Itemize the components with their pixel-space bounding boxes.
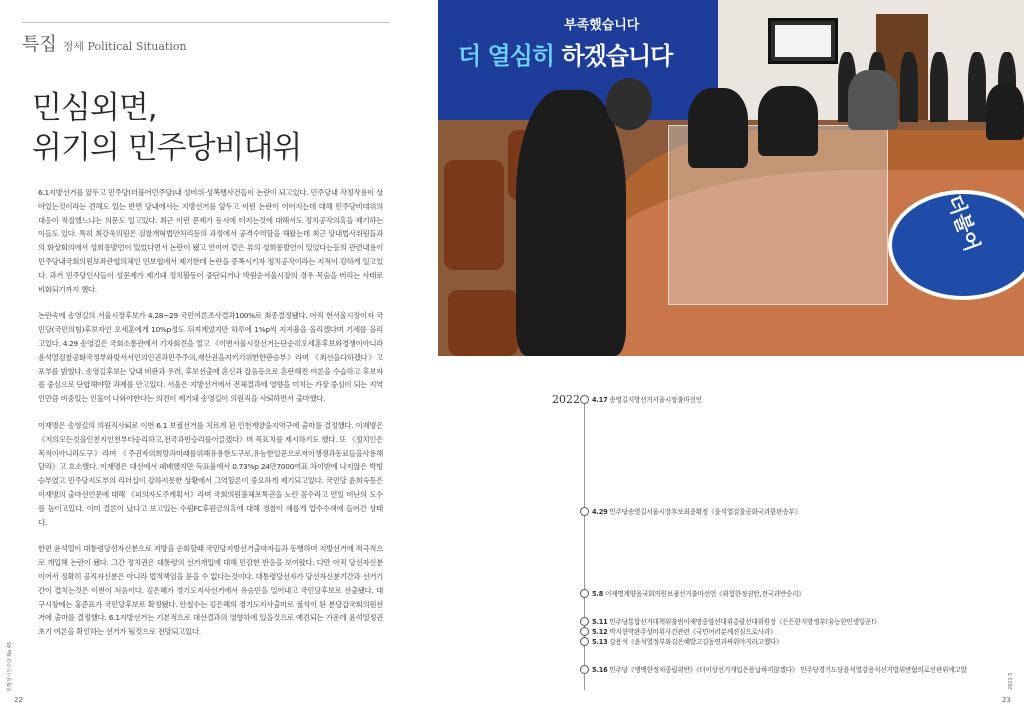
timeline-dot <box>580 637 589 646</box>
person-head <box>606 78 652 130</box>
standing-person <box>848 70 898 130</box>
timeline-event-text <box>592 664 967 674</box>
chair <box>448 290 518 356</box>
event-date: 4.17 <box>592 396 608 404</box>
timeline-event <box>580 506 801 516</box>
news-photo <box>438 0 1024 356</box>
event-desc: 민주당《맹백한정치중립위반》《더이상선거개입은용납하지않겠다》 민주당경기도당윤석열강용석선거법위반혐의로선관위에고발 <box>609 666 967 674</box>
headline-line-2: 위기의 민주당비대위 <box>32 130 302 166</box>
standing-person <box>930 52 948 122</box>
section-header <box>22 30 187 56</box>
event-date: 5.8 <box>592 590 604 598</box>
event-desc: 강용석《윤석열정부와김은혜발고김동연과싸워야지라고했다》 <box>609 638 783 646</box>
party-logo-text: 더불어 <box>942 191 985 255</box>
seated-person <box>986 84 1024 140</box>
left-page-number: 22 <box>14 696 23 704</box>
timeline-event <box>580 588 805 598</box>
standing-person <box>900 52 918 122</box>
event-desc: 송영길지방선거서울시장출마선언 <box>609 396 702 404</box>
timeline-year: 2022 <box>552 393 580 406</box>
timeline-dot <box>580 665 589 674</box>
section-rule <box>22 22 390 23</box>
timeline-event <box>580 636 783 646</box>
paragraph: 한편 윤석열이 대통령당선자신분으로 지방을 순회할때 국민당지방선거출마자들과 동행하며 지방선거에 적극적으로 개입해 논란이 됐다. 그간 정치권은 대통령의 선거개입에 대해 민감한 반응을 보여왔다. 다만 아직 당선자신분이어서 정확히 공직자신분은 아니라 법적책임을 묻을 수 없다는것이다. 대통령당선자가 당선자신분기간과 선거기간이 겹치는것은 이번이 처음이다. 김은혜가 경기도지사선거에서 유승민을 밀어내고 국민당후보로 선출됐다. 대구시장에는 홍준표가 국민당후보로 확정됐다. 안철수는 김은혜의 경기도지사출마로 궐석이 된 분당갑국회의원선거에 출마를 결정했다. 6.1지방선거는 기본적으로 대선결과의 영향하에 있을것으로 예견되는 가운데 윤석열정권초기 여론을 확인하는 선거가 될것으로 전망되고있다. <box>38 544 383 637</box>
timeline-event-text <box>592 636 783 646</box>
timeline-dot <box>580 589 589 598</box>
event-desc: 이재명계양을국회의원보궐선거출마선언《위험한정권탄,전국과반승리》 <box>605 590 805 598</box>
section-subtitle: 정세 Political Situation <box>62 40 187 53</box>
right-page-number: 23 <box>1002 696 1011 704</box>
event-date: 4.29 <box>592 508 608 516</box>
event-desc: 민주당송영길서울시장후보최종확정《윤석열검찰공화국과한판승부》 <box>609 508 802 516</box>
event-date: 5.13 <box>592 638 608 646</box>
headline-line-1: 민심외면, <box>32 90 157 126</box>
event-date: 5.16 <box>592 666 608 674</box>
event-desc: 민주당통합선거대책위출범이재명중앙선대위총괄선대위원장《든든한지방정부!유능한민생일꾼!》 <box>609 618 880 626</box>
event-date: 5.12 <box>592 628 608 636</box>
timeline-event <box>580 394 702 404</box>
banner-small-text: 부족했습니다 <box>564 18 640 33</box>
banner-big-text <box>458 36 672 71</box>
left-side-note <box>6 612 16 692</box>
paragraph: 논란속에 송영길의 서울시장후보가 4.28~29 국민여론조사결과100%로 최종결정됐다. 아직 현서울시장이자 국민당(국민의힘)후보자인 오세훈에게 10%p정도 뒤져계었지만 하루에 1%p씩 지지율을 올리겠다며 기세를 올리고있다. 4.29 송영길은 국회소통관에서 기자회견을 열고 《이번서울시장선거는단순히오세훈후보와경쟁이아니라윤석열검찰공화국정부와맞서서민의인권과민주주의,재산권을지키기위한한판승부》라며 《최선을다하겠다》고 포부를 밝혔다. 송영길후보는 당내 비판과 우려, 후보선출에 혼신과 잡음등으로 혼란해진 여론을 수습하고 후보자를 중심으로 단합해야할 과제를 안고있다. 서울은 지방선거에서 전체결과에 영향을 미치는 가장 중심이 되는 지역인만큼 비중있는 인물이 나와야한다는 의견이 제기돼 송영길이 의원직을 사퇴하면서 출마했다. <box>38 311 383 404</box>
left-side-text: 원행정시민주당 No.45 <box>7 641 13 692</box>
bowing-person <box>758 86 818 156</box>
timeline-event-text <box>592 588 805 598</box>
right-side-note <box>1008 660 1018 690</box>
bowing-person <box>688 88 748 168</box>
timeline-dot <box>580 617 589 626</box>
timeline-event-text <box>592 506 801 516</box>
timeline-event-text <box>592 626 776 636</box>
timeline-axis <box>584 400 585 690</box>
timeline-event <box>580 664 967 674</box>
article-body <box>38 186 383 652</box>
section-title: 특집 <box>22 34 57 55</box>
timeline-event-text <box>592 616 880 626</box>
timeline-event <box>580 626 776 636</box>
timeline-dot <box>580 627 589 636</box>
paragraph: 이재명은 송영길의 의원직사퇴로 이번 6.1 보궐선거를 치르게 된 인천계양을지역구에 출마를 결정했다. 이재명은 《저의모든것을인천지인천부터승리하고,전국과반승리를이끌겠다》며 목표치를 제시하기도 했다. 또 《정치인은목적이아니라도구》라며 《주권자의희망과미래를위해유용한도구로,유능한일꾼으로저이쟁쟁과동료들을사용해달라》고 호소했다. 이재명은 대선에서 패배했지만 득표율에서 0.73%p 24만7000여표 차이밖에 나지않은 박빙승부였고 민주당지도부의 리더십이 강하지못한 상황에서 그역할론이 중요하게 제기되고있다. 국민당 윤희숙등은 이재명의 출마선언문에 대해 《피의자도주계획서》라며 국회의원불체포특권을 노린 꼼수라고 연일 비난의 도수를 높이고있다. 이미 결론이 났다고 보고있는 수원FC후원금의혹에 대해 경찰이 새롭게 압수수색에 들어간 상태다. <box>38 420 383 527</box>
right-side-text: 2022.5 <box>1008 672 1014 690</box>
timeline-dot <box>580 395 589 404</box>
paragraph: 6.1지방선거를 앞두고 민주당(더불어민주당)내 성비위·성폭행사건들이 논란이 되고있다. 민주당내 작정작용이 상아있는것이라는 견해도 있는 반면 당내에서는 지방선거를 앞두고 이런 논란이 이어지는데 대해 민주당비대위의 대응이 적절했느냐는 의문도 일고있다. 최근 이런 문제가 동시에 터지는것에 대해서도 정치공작의혹을 제기하는 이들도 있다. 특히 최강욱의원은 검찰개혁법안처리등의 과정에서 공격수역할을 해왔는데 최근 당내법사위원들과의 화상회의에서 성희롱발언이 있었다면서 논란이 됐고 연이어 같은 류의 성희롱발언이 있었다는등의 관련내용이 민주당내국회의원보좌관협의체인 민보협에서 제기한데 논란을 증폭시키자 정치공작이라는 지적이 강하게 일고있다. 과거 민주당인사들이 성문제가 제기돼 정치활동이 중단되거나 박원순서울시장의 경우 목숨을 버리는 사태로 비화되기까지 했다. <box>38 188 383 294</box>
timeline-dot <box>580 507 589 516</box>
article-headline <box>32 88 392 168</box>
photo-banner <box>446 8 726 78</box>
banner-highlight: 더 열심히 <box>458 42 555 70</box>
banner-rest: 하겠습니다 <box>554 42 673 70</box>
chair <box>444 160 504 270</box>
event-desc: 박지현박완주성비위사건관련《국민여러분께진심으로사과》 <box>609 628 777 636</box>
timeline-event-text <box>592 394 702 404</box>
timeline-event <box>580 616 880 626</box>
event-date: 5.11 <box>592 618 608 626</box>
bowing-person <box>516 90 626 356</box>
standing-person <box>968 52 986 122</box>
